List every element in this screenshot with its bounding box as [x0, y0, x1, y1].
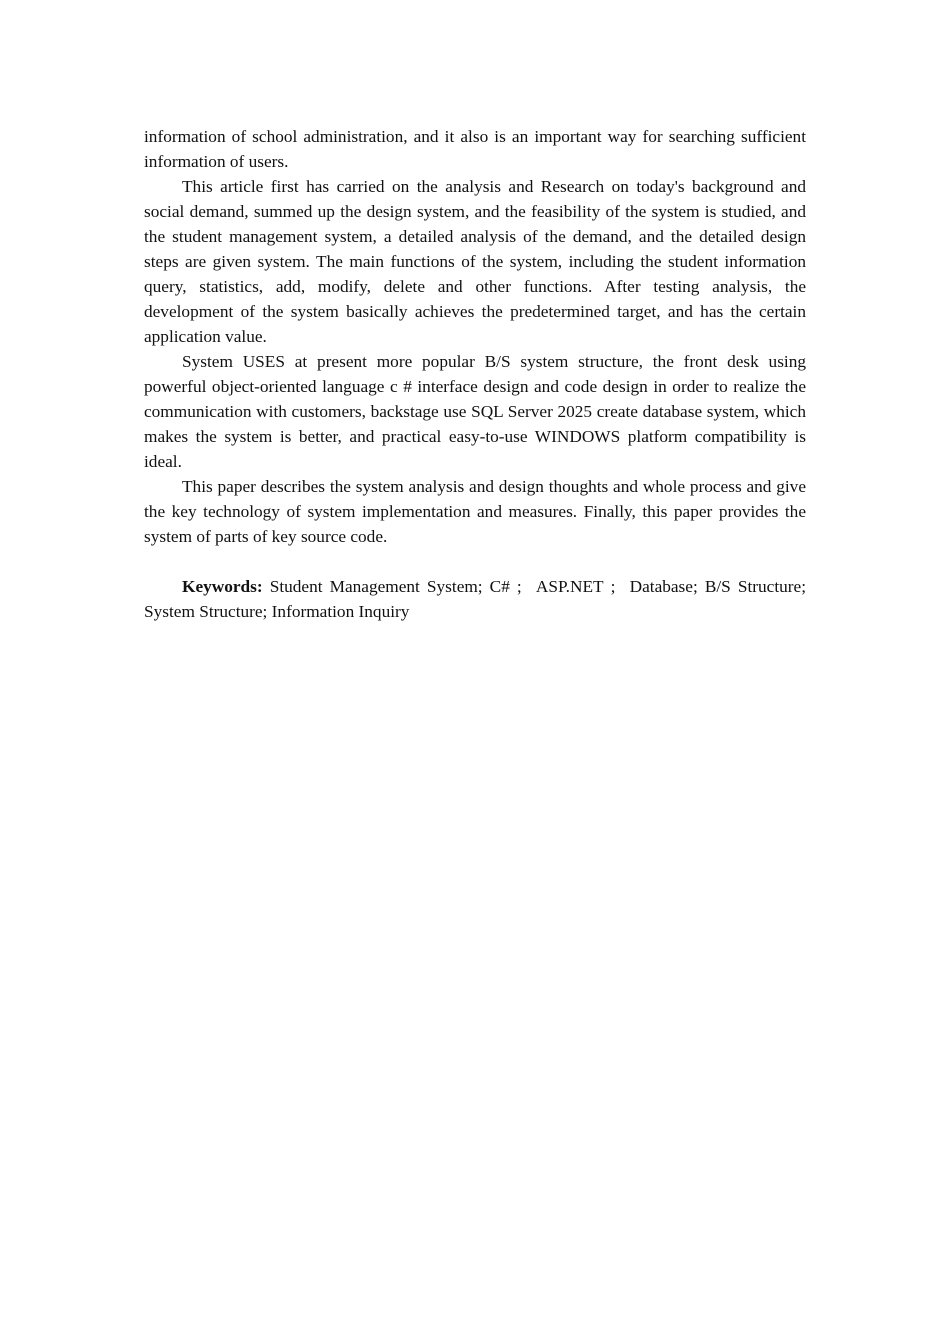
abstract-paragraph-3: System USES at present more popular B/S system structure, the front desk using powerful object-oriented language c # interface design and code design in order to realize the communication with customers, backstage use SQL Server 2025 create database system, which makes the system is better, and practical easy-to-use WINDOWS platform compatibility is ideal. — [144, 352, 806, 471]
keywords-label: Keywords: — [182, 577, 263, 596]
keywords-text: Student Management System; C# ; ASP.NET ; Database; B/S Structure; System Structure; Information Inquiry — [144, 577, 806, 621]
keywords-line — [144, 574, 806, 624]
abstract-paragraph-4: This paper describes the system analysis and design thoughts and whole process and give the key technology of system implementation and measures. Finally, this paper provides the system of parts of key source code. — [144, 477, 806, 546]
abstract-body — [144, 124, 806, 624]
abstract-paragraph-1: information of school administration, and it also is an important way for searching sufficient information of users. — [144, 127, 806, 171]
abstract-paragraph-2: This article first has carried on the analysis and Research on today's background and social demand, summed up the design system, and the feasibility of the system is studied, and the student management system, a detailed analysis of the demand, and the detailed design steps are given system. The main functions of the system, including the student information query, statistics, add, modify, delete and other functions. After testing analysis, the development of the system basically achieves the predetermined target, and has the certain application value. — [144, 177, 806, 346]
